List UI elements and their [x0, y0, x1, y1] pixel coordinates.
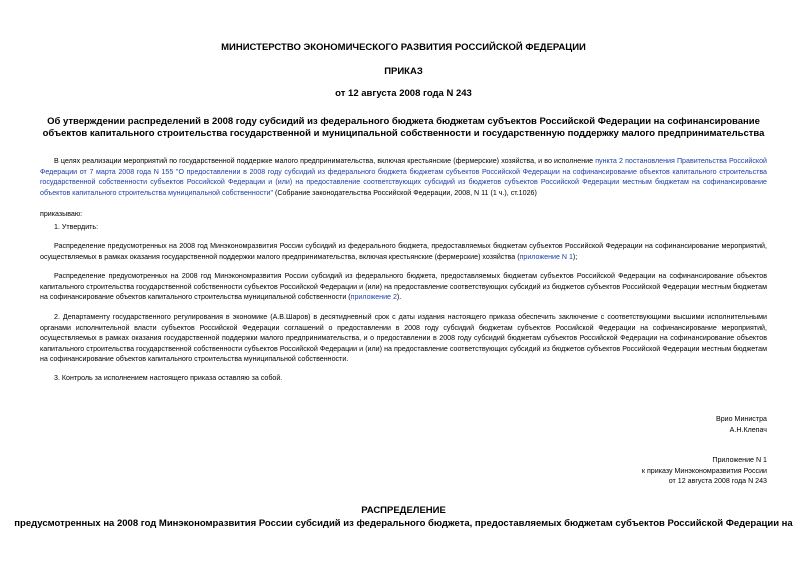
item-1b-end: ). — [396, 293, 402, 301]
item-3: 3. Контроль за исполнением настоящего приказа оставляю за собой. — [54, 374, 283, 382]
order-word: приказываю: — [40, 210, 83, 218]
annex-2-link[interactable]: приложение 2 — [350, 293, 397, 301]
distribution-subtitle: предусмотренных на 2008 год Минэкономразвития России субсидий из федерального бюджета, предоставляемых бюджетам субъектов Российской Федерации на — [14, 518, 793, 529]
document-title: Об утверждении распределений в 2008 году субсидий из федерального бюджета бюджетам субъектов Российской Федерации на софинансирование объектов капитального строительства государственной и муниципальной собственности и государственную поддержку малого предпринимательства — [42, 116, 765, 139]
item-1: 1. Утвердить: — [54, 223, 99, 231]
distribution-title: РАСПРЕДЕЛЕНИЕ — [361, 505, 446, 516]
annex-reference: к приказу Минэкономразвития России — [641, 466, 767, 475]
annex-date: от 12 августа 2008 года N 243 — [668, 477, 767, 485]
signatory-position: Врио Министра — [716, 415, 767, 423]
item-1b-paragraph — [40, 271, 767, 303]
annex-1-link[interactable]: приложение N 1 — [519, 252, 573, 261]
preamble-source: (Собрание законодательства Российской Федерации, 2008, N 11 (1 ч.), ст.1026) — [273, 188, 537, 197]
document-type: ПРИКАЗ — [384, 66, 423, 77]
preamble-link[interactable]: пункта 2 постановления Правительства Российской Федерации от 7 марта 2008 года N 155 "О предоставлении в 2008 году субсидий из федерального бюджета бюджетам субъектов Российской Федерации на софинансирование объектов капитального строительства государственной собственности субъектов Российской Федерации и (или) на предоставление соответствующих субсидий из бюджетов субъектов Российской Федерации местным бюджетам на софинансирование объектов капитального строительства муниципальной собственности" — [40, 157, 768, 197]
preamble-paragraph — [40, 156, 767, 198]
item-1b-text: Распределение предусмотренных на 2008 год Минэкономразвития России субсидий из федерального бюджета, предоставляемых бюджетам субъектов Российской Федерации на софинансирование объектов капитального строительства государственной собственности субъектов Российской Федерации и (или) на предоставление соответствующих субсидий из бюджетов субъектов Российской Федерации местным бюджетам на софинансирование объектов капитального строительства муниципальной собственности ( — [40, 272, 767, 301]
item-1a-paragraph — [40, 241, 767, 262]
document-date-number: от 12 августа 2008 года N 243 — [335, 88, 472, 99]
signatory-name: А.Н.Клепач — [729, 425, 767, 434]
annex-label: Приложение N 1 — [712, 456, 767, 464]
item-1a-end: ); — [572, 252, 578, 261]
signature-block — [716, 414, 767, 435]
item-1a-text: Распределение предусмотренных на 2008 год Минэкономразвития России субсидий из федерального бюджета, предоставляемых бюджетам субъектов Российской Федерации на софинансирование мероприятий, осуществляемых в рамках оказания государственной поддержки малого предпринимательства, включая крестьянские (фермерские) хозяйства ( — [40, 242, 767, 261]
ministry-heading: МИНИСТЕРСТВО ЭКОНОМИЧЕСКОГО РАЗВИТИЯ РОССИЙСКОЙ ФЕДЕРАЦИИ — [221, 42, 586, 53]
annex-header — [642, 455, 767, 487]
item-2: 2. Департаменту государственного регулирования в экономике (А.В.Шаров) в десятидневный срок с даты издания настоящего приказа обеспечить заключение с соответствующими высшими исполнительными органами исполнительной власти субъектов Российской Федерации соглашений о предоставлении в 2008 году субсидий бюджетам субъектов Российской Федерации на софинансирование мероприятий, осуществляемых в рамках оказания государственной поддержки малого предпринимательства, и о предоставлении в 2008 году субсидий бюджетам субъектов Российской Федерации на софинансирование объектов капитального строительства государственной собственности субъектов Российской Федерации и (или) на предоставление соответствующих субсидий из бюджетов субъектов Российской Федерации местным бюджетам на софинансирование объектов капитального строительства муниципальной собственности. — [40, 313, 767, 363]
preamble-text: В целях реализации мероприятий по государственной поддержке малого предпринимательства, включая крестьянские (фермерские) хозяйства, и во исполнение — [54, 157, 596, 165]
